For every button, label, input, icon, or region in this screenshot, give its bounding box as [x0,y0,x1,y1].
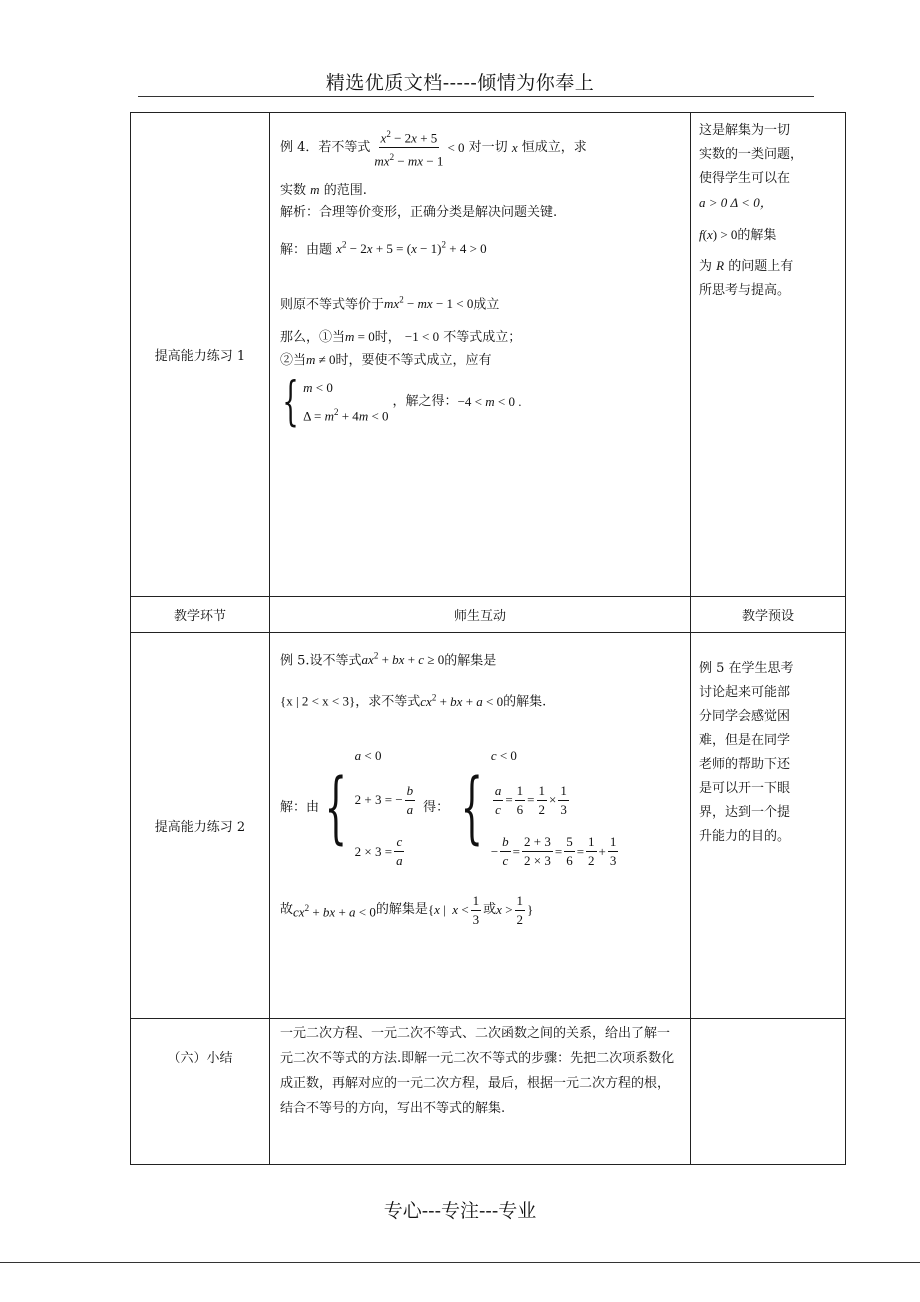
section1-content [270,113,691,597]
header-col-plan: 教学预设 [691,597,846,633]
case2-line: ②当m ≠ 0时，要使不等式成立，应有 [280,352,492,369]
example5-line2: {x | 2 < x < 3}，求不等式$cx^2$ + bx + a < 0的解集. [280,692,547,710]
example5-solution: 解：由 { a < 0 2 + 3 = − $\frac{b}{a}$ 2 × 3 = $\frac{c}{a}$ 得： { c < 0 $\frac{a}{c}$ = $\frac{1}{6}$ = $\frac{1}{2}$ × $\frac{1}{3}$ − $\frac{b}{c}$ = $\frac{2 + 3}{2 \times 3}$ = $\frac{5}{6}$ = $\frac{1}{2}$ + $\frac{1}{3}$ [280,747,617,869]
row-exercise-1 [131,113,846,597]
header-col-stage: 教学环节 [131,597,270,633]
lesson-table [130,112,846,1165]
example5-conclusion: 故 $cx^2$ + bx + a < 0 的解集是 {x | x < $\frac{1}{3}$ 或 x > $\frac{1}{2}$ } [280,892,534,927]
case2-system: { m < 0 $\Delta = m^2 + 4m < 0$ ，解之得： −4 < m < 0 . [282,372,522,433]
page-footer: 专心---专注---专业 [383,1200,537,1222]
example4-fraction: $\frac{x^2 - 2x + 5}{mx^2 - mx - 1}$ [372,125,445,171]
section1-note: 这是解集为一切 实数的一类问题， 使得学生可以在 a > 0 Δ < 0， f(x) > 0的解集 为 R 的问题上有 所思考与提高。 [691,113,846,597]
case1-line: 那么，①当m = 0时， −1 < 0 不等式成立； [280,329,522,346]
example5-statement: 例 5.设不等式$ax^2$ + bx + c ≥ 0的解集是 [280,651,497,669]
header-divider [138,96,814,97]
section2-note: 例 5 在学生思考 讨论起来可能部 分同学会感觉困 难，但是在同学 老师的帮助下还 是可以开一下眼 界，达到一个提 升能力的目的。 [691,633,846,1019]
section3-summary: 一元二次方程、一元二次不等式、二次函数之间的关系，给出了解一元二次不等式的方法.即解一元二次不等式的步骤：先把二次项系数化成正数，再解对应的一元二次方程，最后，根据一元二次方程的根，结合不等号的方向，写出不等式的解集. [270,1019,691,1165]
example4-line2: 实数 m 的范围. [280,181,367,198]
section2-content [270,633,691,1019]
row-exercise-2 [131,633,846,1019]
solution-line1: 解：由题 $x^2 - 2x + 5 = (x - 1)^2 + 4 > 0$ [280,239,487,257]
section2-label: 提高能力练习 2 [131,633,270,1019]
solution-line2: 则原不等式等价于$mx^2$ − mx − 1 < 0成立 [280,294,500,313]
section3-label: （六）小结 [131,1019,270,1165]
example4-statement: 例 4．若不等式 $\frac{x^2 - 2x + 5}{mx^2 - mx - 1}$ < 0 对一切 x 恒成立，求 [280,125,682,171]
footer-divider [0,1262,920,1263]
table-header-row [131,597,846,633]
analysis-text: 解析：合理等价变形，正确分类是解决问题关键. [280,204,558,220]
page-header: 精选优质文档-----倾情为你奉上 [325,72,595,94]
header-col-interaction: 师生互动 [270,597,691,633]
row-summary [131,1019,846,1165]
section1-label: 提高能力练习 1 [131,113,270,597]
section3-note [691,1019,846,1165]
